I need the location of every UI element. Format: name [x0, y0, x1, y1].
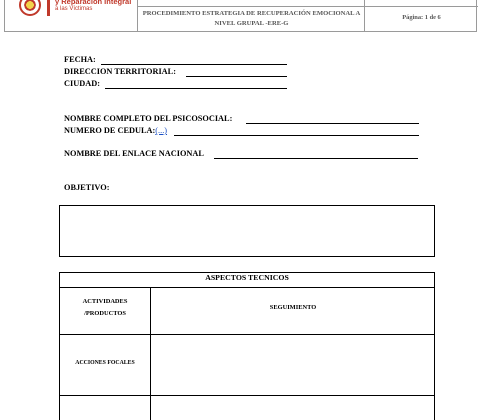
objetivo-box[interactable]: [59, 205, 435, 257]
header-logo-cell: [5, 0, 138, 31]
objetivo-label: OBJETIVO:: [64, 183, 110, 192]
header-page-cell: [365, 0, 478, 31]
enlace-nacional-label: NOMBRE DEL ENLACE NACIONAL: [64, 149, 204, 158]
cedula-label-text: NUMERO DE CEDULA:: [64, 126, 156, 135]
acciones-focales-label: ACCIONES FOCALES: [75, 360, 135, 366]
enlace-nacional-field[interactable]: [214, 158, 418, 159]
cedula-label: [64, 126, 167, 136]
aspectos-tecnicos-title: ASPECTOS TECNICOS: [205, 273, 289, 282]
ciudad-label: CIUDAD:: [64, 79, 100, 88]
table-row-divider: [59, 395, 435, 396]
logo-divider: [47, 0, 50, 16]
header-row-divider: [138, 6, 478, 7]
psicosocial-field[interactable]: [246, 123, 419, 124]
logo-text-line-2: a las Víctimas: [55, 6, 93, 12]
direccion-territorial-label: DIRECCION TERRITORIAL:: [64, 67, 176, 76]
fecha-label: FECHA:: [64, 55, 96, 64]
fecha-field[interactable]: [101, 64, 287, 65]
coat-of-arms-icon: [19, 0, 41, 16]
actividades-header: ACTIVIDADES /PRODUCTOS: [82, 298, 128, 317]
ciudad-field[interactable]: [105, 88, 287, 89]
document-title: PROCEDIMIENTO ESTRATEGIA DE RECUPERACIÓN EMOCIONAL A NIVEL GRUPAL -ERE-G: [142, 10, 361, 27]
document-header: [4, 0, 477, 32]
cedula-link[interactable]: (...): [155, 126, 168, 135]
header-title-cell: [138, 0, 365, 31]
logo-text-line-1: y Reparación Integral: [55, 0, 132, 6]
table-row-divider: [59, 287, 435, 288]
direccion-territorial-field[interactable]: [186, 76, 287, 77]
acciones-focales-seguimiento-cell[interactable]: [151, 335, 434, 395]
page-number: Página: 1 de 6: [402, 14, 441, 21]
seguimiento-header: SEGUIMIENTO: [269, 304, 317, 311]
header-top-text: [138, 0, 365, 1]
cedula-field[interactable]: [174, 135, 419, 136]
psicosocial-label: NOMBRE COMPLETO DEL PSICOSOCIAL:: [64, 114, 233, 123]
